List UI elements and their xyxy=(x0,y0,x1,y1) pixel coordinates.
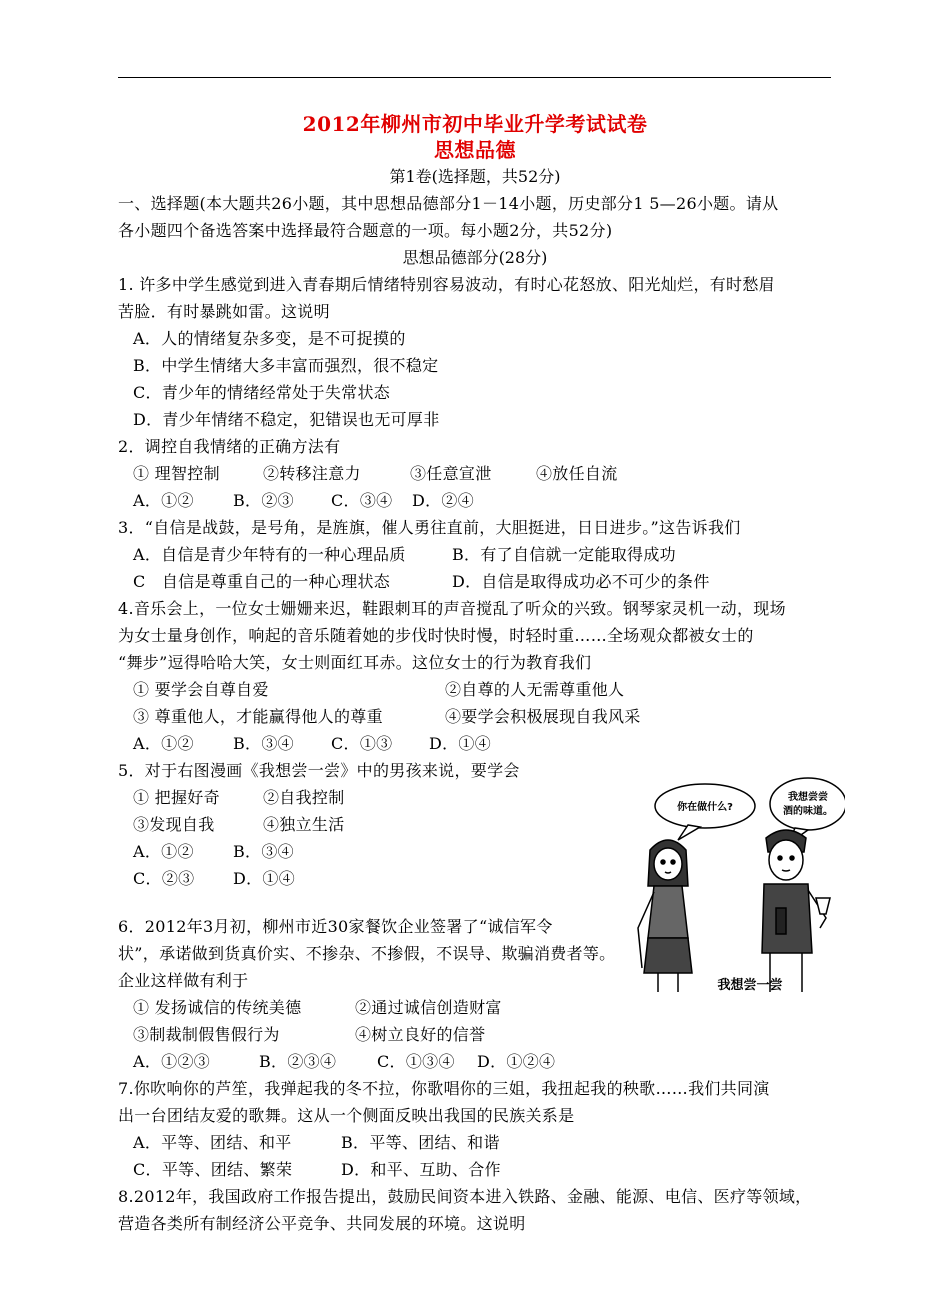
q1-option-b: B．中学生情绪大多丰富而强烈，很不稳定 xyxy=(133,356,439,375)
q6-answer-d: D．①②④ xyxy=(477,1052,556,1071)
q4-items-12 xyxy=(133,677,624,700)
q6-item-1: ① 发扬诚信的传统美德 xyxy=(133,998,302,1017)
instructions-line-2: 各小题四个备选答案中选择最符合题意的一项。每小题2分，共52分) xyxy=(118,221,613,240)
q7-option-b: B．平等、团结、和谐 xyxy=(341,1133,500,1152)
girl-figure xyxy=(638,840,692,992)
q4-answers xyxy=(133,731,491,754)
q4-item-2: ②自尊的人无需尊重他人 xyxy=(445,680,625,699)
q7-option-c: C．平等、团结、繁荣 xyxy=(133,1160,293,1179)
q4-stem-2: 为女士量身创作，响起的音乐随着她的步伐时快时慢，时轻时重……全场观众都被女士的 xyxy=(118,626,754,645)
q1-option-d: D．青少年情绪不稳定，犯错误也无可厚非 xyxy=(133,410,440,429)
q6-item-3: ③制裁制假售假行为 xyxy=(133,1025,280,1044)
subject-title: 思想品德 xyxy=(434,138,516,162)
q3-options-ab xyxy=(133,542,676,565)
q5-item-1: ① 把握好奇 xyxy=(133,788,220,807)
q6-stem-3: 企业这样做有利于 xyxy=(118,971,249,990)
q2-items xyxy=(133,461,618,484)
q4-answer-b: B．③④ xyxy=(233,734,294,753)
section-heading: 思想品德部分(28分) xyxy=(402,248,548,267)
q1-stem-2: 苦脸．有时暴跳如雷。这说明 xyxy=(118,302,330,321)
q6-items-12 xyxy=(133,995,502,1018)
q4-answer-c: C．①③ xyxy=(331,734,393,753)
top-rule xyxy=(118,77,831,78)
q2-answer-a: A．①② xyxy=(133,491,194,510)
q4-stem-3: “舞步”逗得哈哈大笑，女士则面红耳赤。这位女士的行为教育我们 xyxy=(118,653,592,672)
q5-item-2: ②自我控制 xyxy=(263,788,345,807)
girl-speech-bubble xyxy=(655,784,755,840)
girl-bubble-text: 你在做什么? xyxy=(677,802,733,813)
boy-figure xyxy=(762,830,830,992)
q6-answers xyxy=(133,1049,555,1072)
q5-answers-cd xyxy=(133,866,295,889)
q1-stem-1: 1. 许多中学生感觉到进入青春期后情绪特别容易波动，有时心花怒放、阳光灿烂，有时愁眉 xyxy=(118,275,775,294)
q2-answer-c: C．③④ xyxy=(331,491,393,510)
q4-item-3: ③ 尊重他人，才能赢得他人的尊重 xyxy=(133,707,383,726)
q6-items-34 xyxy=(133,1022,485,1045)
q3-options-cd xyxy=(133,569,710,592)
q4-item-4: ④要学会积极展现自我风采 xyxy=(445,707,641,726)
q5-items-34 xyxy=(133,812,345,835)
q5-item-3: ③发现自我 xyxy=(133,815,215,834)
q3-stem: 3．“自信是战鼓，是号角，是旌旗，催人勇往直前，大胆挺进，日日进步。”这告诉我们 xyxy=(118,518,741,537)
q3-option-a: A．自信是青少年特有的一种心理品质 xyxy=(133,545,406,564)
q6-stem-2: 状”，承诺做到货真价实、不掺杂、不掺假，不误导、欺骗消费者等。 xyxy=(118,944,616,963)
cartoon-illustration xyxy=(630,768,845,1000)
q7-stem-1: 7.你吹响你的芦笙，我弹起我的冬不拉，你歌唱你的三姐，我扭起我的秧歌……我们共同演 xyxy=(118,1079,770,1098)
q6-item-4: ④树立良好的信誉 xyxy=(355,1025,486,1044)
q3-option-c: C 自信是尊重自己的一种心理状态 xyxy=(133,572,391,591)
q2-answer-d: D．②④ xyxy=(412,491,475,510)
boy-bubble-text-2: 酒的味道。 xyxy=(783,806,833,817)
q2-stem: 2．调控自我情绪的正确方法有 xyxy=(118,437,341,456)
q3-option-d: D．自信是取得成功必不可少的条件 xyxy=(452,572,710,591)
q8-stem-2: 营造各类所有制经济公平竞争、共同发展的环境。这说明 xyxy=(118,1214,526,1233)
q8-stem-1: 8.2012年，我国政府工作报告提出，鼓励民间资本进入铁路、金融、能源、电信、医疗等领域， xyxy=(118,1187,812,1206)
q2-answers xyxy=(133,488,474,511)
volume-heading: 第1卷(选择题，共52分) xyxy=(389,167,561,186)
exam-title: 2012年柳州市初中毕业升学考试试卷 xyxy=(302,112,648,136)
q7-options-cd xyxy=(133,1157,501,1180)
q4-item-1: ① 要学会自尊自爱 xyxy=(133,680,269,699)
q2-item-3: ③任意宣泄 xyxy=(410,464,492,483)
q5-answer-c: C．②③ xyxy=(133,869,195,888)
q6-answer-c: C．①③④ xyxy=(377,1052,455,1071)
q5-item-4: ④独立生活 xyxy=(263,815,345,834)
q5-answers-ab xyxy=(133,839,294,862)
q1-option-c: C．青少年的情绪经常处于失常状态 xyxy=(133,383,391,402)
q2-answer-b: B．②③ xyxy=(233,491,294,510)
boy-bubble-text-1: 我想尝尝 xyxy=(788,792,828,803)
q6-answer-a: A．①②③ xyxy=(133,1052,211,1071)
q7-stem-2: 出一台团结友爱的歌舞。这从一个侧面反映出我国的民族关系是 xyxy=(118,1106,575,1125)
q5-answer-a: A．①② xyxy=(133,842,194,861)
q3-option-b: B．有了自信就一定能取得成功 xyxy=(452,545,676,564)
q4-items-34 xyxy=(133,704,641,727)
q6-stem-1: 6．2012年3月初，柳州市近30家餐饮企业签署了“诚信军令 xyxy=(118,917,553,936)
q2-item-2: ②转移注意力 xyxy=(263,464,361,483)
instructions-line-1: 一、选择题(本大题共26小题，其中思想品德部分1－14小题，历史部分1 5—26小题。请从 xyxy=(118,194,779,213)
q7-options-ab xyxy=(133,1130,500,1153)
q6-item-2: ②通过诚信创造财富 xyxy=(355,998,502,1017)
q2-item-1: ① 理智控制 xyxy=(133,464,220,483)
q7-option-d: D．和平、互助、合作 xyxy=(341,1160,501,1179)
cartoon-caption: 我想尝一尝 xyxy=(717,978,783,993)
q4-answer-a: A．①② xyxy=(133,734,194,753)
q4-answer-d: D．①④ xyxy=(429,734,492,753)
q5-stem: 5．对于右图漫画《我想尝一尝》中的男孩来说，要学会 xyxy=(118,761,520,780)
q5-answer-b: B．③④ xyxy=(233,842,294,861)
q6-answer-b: B．②③④ xyxy=(259,1052,337,1071)
q5-answer-d: D．①④ xyxy=(233,869,296,888)
q7-option-a: A．平等、团结、和平 xyxy=(133,1133,292,1152)
q4-stem-1: 4.音乐会上，一位女士姗姗来迟，鞋跟刺耳的声音搅乱了听众的兴致。钢琴家灵机一动，现场 xyxy=(118,599,786,618)
q1-option-a: A．人的情绪复杂多变，是不可捉摸的 xyxy=(133,329,406,348)
q2-item-4: ④放任自流 xyxy=(536,464,618,483)
q5-items-12 xyxy=(133,785,345,808)
